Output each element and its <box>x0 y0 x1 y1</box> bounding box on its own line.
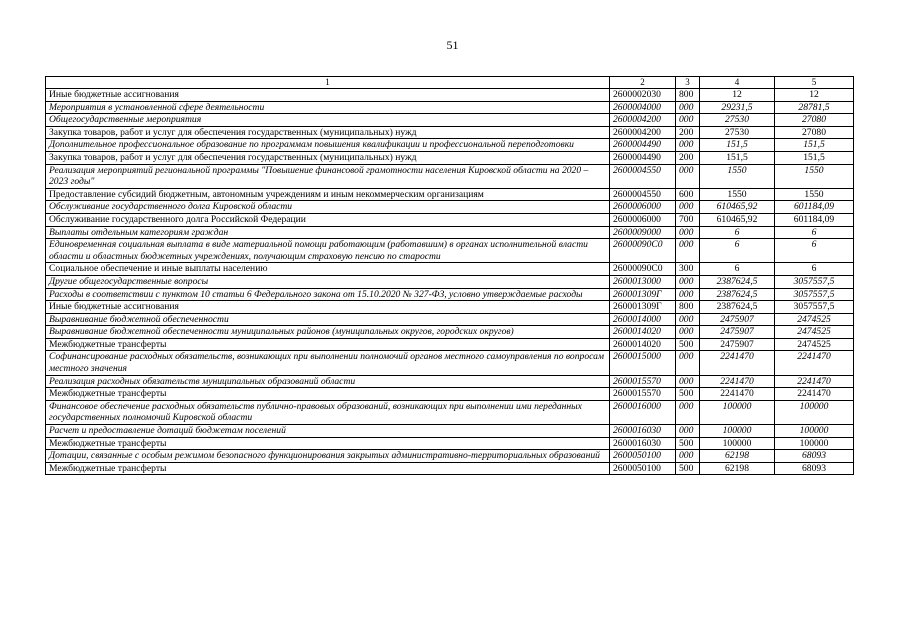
row-name-cell: Обслуживание государственного долга Российской Федерации <box>46 213 610 226</box>
row-name-cell: Межбюджетные трансферты <box>46 462 610 475</box>
header-col-2: 2 <box>610 77 676 89</box>
table-row <box>46 101 854 114</box>
row-value-2021-cell: 2387624,5 <box>700 301 775 314</box>
row-code-cell: 2600013000 <box>610 275 676 288</box>
table-row <box>46 226 854 239</box>
table-row <box>46 437 854 450</box>
header-col-3: 3 <box>676 77 700 89</box>
row-type-cell: 000 <box>676 450 700 463</box>
row-value-2022-cell: 6 <box>775 239 854 263</box>
row-name-cell: Выплаты отдельным категориям граждан <box>46 226 610 239</box>
row-value-2022-cell: 3057557,5 <box>775 288 854 301</box>
row-name-cell: Реализация расходных обязательств муниципальных образований области <box>46 375 610 388</box>
row-code-cell: 2600006000 <box>610 201 676 214</box>
table-row <box>46 188 854 201</box>
table-row <box>46 388 854 401</box>
row-value-2021-cell: 100000 <box>700 425 775 438</box>
row-value-2022-cell: 28781,5 <box>775 101 854 114</box>
row-code-cell: 26000090С0 <box>610 263 676 276</box>
row-type-cell: 000 <box>676 275 700 288</box>
row-code-cell: 2600002030 <box>610 89 676 102</box>
row-name-cell: Обслуживание государственного долга Кировской области <box>46 201 610 214</box>
row-value-2021-cell: 6 <box>700 239 775 263</box>
row-value-2022-cell: 601184,09 <box>775 201 854 214</box>
header-col-1: 1 <box>46 77 610 89</box>
row-value-2021-cell: 1550 <box>700 164 775 188</box>
row-value-2022-cell: 151,5 <box>775 151 854 164</box>
row-type-cell: 500 <box>676 462 700 475</box>
row-value-2021-cell: 610465,92 <box>700 213 775 226</box>
row-code-cell: 2600004200 <box>610 126 676 139</box>
row-value-2021-cell: 2475907 <box>700 313 775 326</box>
row-code-cell: 2600014020 <box>610 338 676 351</box>
row-value-2021-cell: 151,5 <box>700 139 775 152</box>
row-code-cell: 2600004000 <box>610 101 676 114</box>
row-value-2021-cell: 2241470 <box>700 388 775 401</box>
row-type-cell: 000 <box>676 139 700 152</box>
header-col-4: 4 <box>700 77 775 89</box>
row-value-2022-cell: 2474525 <box>775 313 854 326</box>
row-name-cell: Выравнивание бюджетной обеспеченности муниципальных районов (муниципальных округов, городских округов) <box>46 326 610 339</box>
table-row <box>46 151 854 164</box>
row-value-2021-cell: 6 <box>700 263 775 276</box>
row-code-cell: 2600016000 <box>610 400 676 424</box>
row-code-cell: 260001309Г <box>610 301 676 314</box>
row-type-cell: 300 <box>676 263 700 276</box>
row-name-cell: Закупка товаров, работ и услуг для обеспечения государственных (муниципальных) нужд <box>46 151 610 164</box>
row-type-cell: 500 <box>676 338 700 351</box>
row-code-cell: 2600050100 <box>610 450 676 463</box>
row-type-cell: 000 <box>676 114 700 127</box>
row-value-2021-cell: 1550 <box>700 188 775 201</box>
row-name-cell: Реализация мероприятий региональной программы "Повышение финансовой грамотности населения Кировской области на 2020 – 2023 годы" <box>46 164 610 188</box>
row-value-2021-cell: 62198 <box>700 450 775 463</box>
row-value-2022-cell: 2474525 <box>775 326 854 339</box>
row-type-cell: 000 <box>676 288 700 301</box>
row-value-2021-cell: 2241470 <box>700 351 775 375</box>
row-type-cell: 600 <box>676 188 700 201</box>
row-value-2022-cell: 68093 <box>775 462 854 475</box>
row-value-2022-cell: 3057557,5 <box>775 275 854 288</box>
row-type-cell: 000 <box>676 239 700 263</box>
row-value-2022-cell: 100000 <box>775 400 854 424</box>
row-code-cell: 2600004490 <box>610 151 676 164</box>
row-value-2022-cell: 2474525 <box>775 338 854 351</box>
row-value-2021-cell: 2475907 <box>700 326 775 339</box>
table-row <box>46 301 854 314</box>
table-row <box>46 263 854 276</box>
row-code-cell: 260001309Г <box>610 288 676 301</box>
row-name-cell: Финансовое обеспечение расходных обязательств публично-правовых образований, возникающих при выполнении ими переданных государственных полномочий Кировской области <box>46 400 610 424</box>
row-type-cell: 000 <box>676 425 700 438</box>
row-value-2022-cell: 100000 <box>775 425 854 438</box>
row-type-cell: 200 <box>676 126 700 139</box>
row-type-cell: 500 <box>676 437 700 450</box>
row-code-cell: 2600015570 <box>610 375 676 388</box>
row-value-2022-cell: 6 <box>775 226 854 239</box>
row-name-cell: Софинансирование расходных обязательств, возникающих при выполнении полномочий органов местного самоуправления по вопросам местного значения <box>46 351 610 375</box>
table-row <box>46 375 854 388</box>
row-value-2022-cell: 6 <box>775 263 854 276</box>
row-value-2021-cell: 12 <box>700 89 775 102</box>
table-row <box>46 164 854 188</box>
table-row <box>46 400 854 424</box>
table-row <box>46 213 854 226</box>
row-name-cell: Социальное обеспечение и иные выплаты населению <box>46 263 610 276</box>
row-value-2021-cell: 29231,5 <box>700 101 775 114</box>
row-name-cell: Другие общегосударственные вопросы <box>46 275 610 288</box>
row-name-cell: Единовременная социальная выплата в виде материальной помощи работающим (работавшим) в органах исполнительной власти области и областных бюджетных учреждениях, получающим страховую пенсию по старости <box>46 239 610 263</box>
row-code-cell: 2600004550 <box>610 188 676 201</box>
table-row <box>46 288 854 301</box>
row-value-2021-cell: 151,5 <box>700 151 775 164</box>
table-row <box>46 139 854 152</box>
row-value-2021-cell: 6 <box>700 226 775 239</box>
row-code-cell: 26000090С0 <box>610 239 676 263</box>
row-name-cell: Предоставление субсидий бюджетным, автономным учреждениям и иным некоммерческим организациям <box>46 188 610 201</box>
row-code-cell: 2600015570 <box>610 388 676 401</box>
row-type-cell: 000 <box>676 226 700 239</box>
row-code-cell: 2600015000 <box>610 351 676 375</box>
row-type-cell: 500 <box>676 388 700 401</box>
table-header-row <box>46 77 854 89</box>
row-code-cell: 2600014020 <box>610 326 676 339</box>
row-code-cell: 2600014000 <box>610 313 676 326</box>
table-row <box>46 201 854 214</box>
row-value-2022-cell: 68093 <box>775 450 854 463</box>
row-value-2021-cell: 610465,92 <box>700 201 775 214</box>
row-value-2022-cell: 2241470 <box>775 375 854 388</box>
row-value-2021-cell: 2475907 <box>700 338 775 351</box>
row-name-cell: Общегосударственные мероприятия <box>46 114 610 127</box>
row-name-cell: Межбюджетные трансферты <box>46 437 610 450</box>
table-row <box>46 89 854 102</box>
row-name-cell: Дополнительное профессиональное образование по программам повышения квалификации и профессиональной переподготовки <box>46 139 610 152</box>
row-type-cell: 000 <box>676 375 700 388</box>
table-row <box>46 462 854 475</box>
row-value-2021-cell: 2387624,5 <box>700 275 775 288</box>
header-col-5: 5 <box>775 77 854 89</box>
row-code-cell: 2600004550 <box>610 164 676 188</box>
table-row <box>46 450 854 463</box>
row-value-2022-cell: 100000 <box>775 437 854 450</box>
row-code-cell: 2600006000 <box>610 213 676 226</box>
row-value-2021-cell: 100000 <box>700 437 775 450</box>
row-value-2022-cell: 2241470 <box>775 351 854 375</box>
row-type-cell: 000 <box>676 201 700 214</box>
row-value-2021-cell: 2387624,5 <box>700 288 775 301</box>
table-row <box>46 326 854 339</box>
row-name-cell: Иные бюджетные ассигнования <box>46 301 610 314</box>
row-type-cell: 200 <box>676 151 700 164</box>
row-name-cell: Межбюджетные трансферты <box>46 338 610 351</box>
row-name-cell: Расчет и предоставление дотаций бюджетам поселений <box>46 425 610 438</box>
row-type-cell: 800 <box>676 301 700 314</box>
table-row <box>46 114 854 127</box>
row-value-2022-cell: 27080 <box>775 114 854 127</box>
row-name-cell: Иные бюджетные ассигнования <box>46 89 610 102</box>
row-type-cell: 000 <box>676 101 700 114</box>
row-value-2022-cell: 1550 <box>775 188 854 201</box>
row-code-cell: 2600009000 <box>610 226 676 239</box>
row-value-2022-cell: 12 <box>775 89 854 102</box>
row-type-cell: 700 <box>676 213 700 226</box>
table-row <box>46 275 854 288</box>
row-value-2021-cell: 2241470 <box>700 375 775 388</box>
row-code-cell: 2600050100 <box>610 462 676 475</box>
row-value-2022-cell: 1550 <box>775 164 854 188</box>
row-value-2021-cell: 27530 <box>700 126 775 139</box>
row-name-cell: Расходы в соответствии с пунктом 10 статьи 6 Федерального закона от 15.10.2020 № 327-ФЗ, условно утверждаемые расходы <box>46 288 610 301</box>
row-value-2022-cell: 151,5 <box>775 139 854 152</box>
row-value-2021-cell: 27530 <box>700 114 775 127</box>
row-name-cell: Выравнивание бюджетной обеспеченности <box>46 313 610 326</box>
table-row <box>46 313 854 326</box>
row-code-cell: 2600004200 <box>610 114 676 127</box>
row-code-cell: 2600004490 <box>610 139 676 152</box>
row-code-cell: 2600016030 <box>610 437 676 450</box>
table-row <box>46 126 854 139</box>
table-row <box>46 338 854 351</box>
row-value-2021-cell: 62198 <box>700 462 775 475</box>
table-row <box>46 351 854 375</box>
row-name-cell: Дотации, связанные с особым режимом безопасного функционирования закрытых административно-территориальных образований <box>46 450 610 463</box>
row-name-cell: Закупка товаров, работ и услуг для обеспечения государственных (муниципальных) нужд <box>46 126 610 139</box>
table-row <box>46 239 854 263</box>
row-type-cell: 000 <box>676 400 700 424</box>
row-type-cell: 800 <box>676 89 700 102</box>
row-value-2022-cell: 3057557,5 <box>775 301 854 314</box>
row-value-2022-cell: 27080 <box>775 126 854 139</box>
row-type-cell: 000 <box>676 351 700 375</box>
page-number: 51 <box>446 38 459 52</box>
budget-table <box>45 76 854 475</box>
row-code-cell: 2600016030 <box>610 425 676 438</box>
row-name-cell: Межбюджетные трансферты <box>46 388 610 401</box>
row-type-cell: 000 <box>676 313 700 326</box>
row-name-cell: Мероприятия в установленной сфере деятельности <box>46 101 610 114</box>
row-value-2021-cell: 100000 <box>700 400 775 424</box>
row-type-cell: 000 <box>676 164 700 188</box>
row-value-2022-cell: 601184,09 <box>775 213 854 226</box>
row-value-2022-cell: 2241470 <box>775 388 854 401</box>
row-type-cell: 000 <box>676 326 700 339</box>
table-row <box>46 425 854 438</box>
